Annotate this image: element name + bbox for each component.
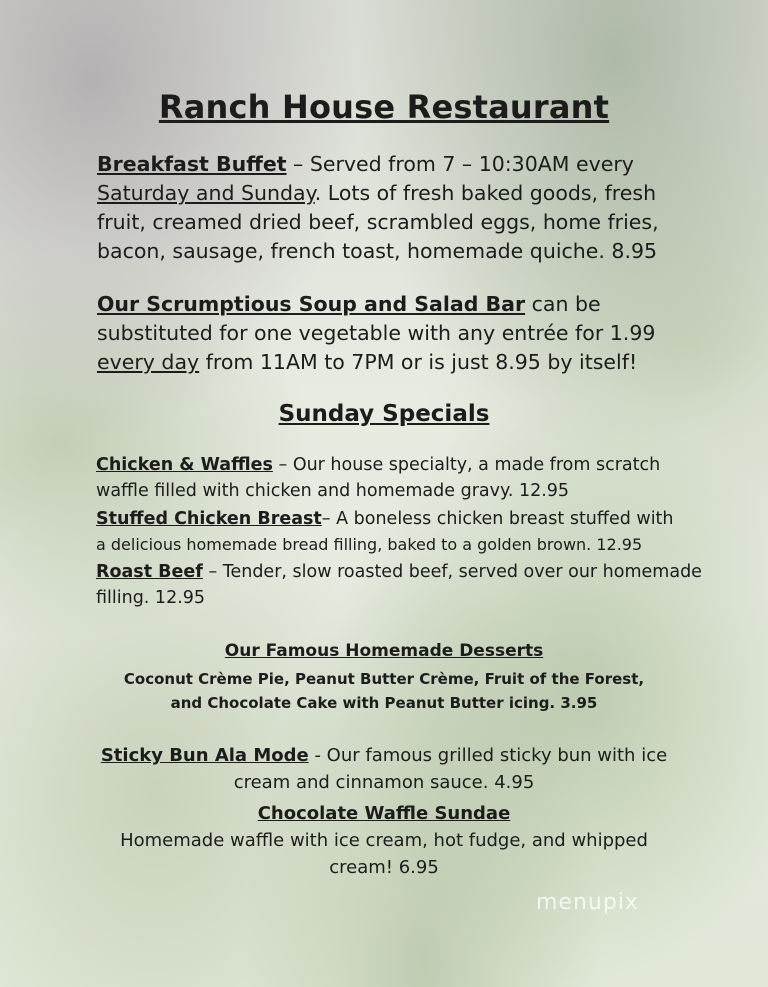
menu-item-stuffed-chicken-breast	[96, 506, 716, 558]
desserts-list	[0, 667, 768, 715]
soup-salad-hours: from 11AM to 7PM or is just 8.95 by itself!	[199, 350, 638, 374]
breakfast-buffet-hours: – Served from 7 – 10:30AM every	[286, 152, 634, 176]
menu-item-roast-beef	[96, 559, 716, 611]
menu-item-chicken-waffles	[96, 452, 716, 504]
waffle-sundae-line-2: cream! 6.95	[329, 857, 439, 878]
waffle-sundae-name: Chocolate Waffle Sundae	[257, 803, 511, 824]
restaurant-title: Ranch House Restaurant	[158, 88, 610, 126]
menupix-watermark: menupix	[536, 890, 639, 915]
sticky-bun-section	[0, 742, 768, 796]
desserts-heading: Our Famous Homemade Desserts	[224, 641, 544, 661]
soup-salad-description: can be substituted for one vegetable with any entrée for 1.99	[97, 292, 656, 345]
sticky-bun-name: Sticky Bun Ala Mode	[100, 745, 309, 766]
sunday-specials-heading: Sunday Specials	[278, 401, 490, 427]
breakfast-buffet-description: . Lots of fresh baked goods, fresh fruit, creamed dried beef, scrambled eggs, home fries, bacon, sausage, french toast, homemade quiche. 8.95	[97, 181, 659, 263]
item-description: – A boneless chicken breast stuffed with	[321, 509, 674, 529]
item-description-cont: a delicious homemade bread filling, baked to a golden brown. 12.95	[96, 535, 643, 554]
item-name: Chicken & Waffles	[96, 455, 273, 475]
breakfast-buffet-name: Breakfast Buffet	[97, 152, 287, 176]
item-name: Stuffed Chicken Breast	[96, 509, 322, 529]
item-name: Roast Beef	[96, 562, 203, 582]
soup-salad-name: Our Scrumptious Soup and Salad Bar	[97, 292, 526, 316]
soup-salad-every-day: every day	[97, 350, 200, 374]
breakfast-buffet-section	[97, 150, 707, 266]
sticky-bun-description-cont: cream and cinnamon sauce. 4.95	[233, 772, 535, 793]
sticky-bun-description: - Our famous grilled sticky bun with ice	[308, 745, 668, 766]
breakfast-buffet-days: Saturday and Sunday	[97, 181, 315, 205]
waffle-sundae-section	[0, 800, 768, 881]
soup-salad-section	[97, 290, 707, 377]
desserts-line-1: Coconut Crème Pie, Peanut Butter Crème, Fruit of the Forest,	[123, 670, 645, 688]
desserts-line-2: and Chocolate Cake with Peanut Butter icing. 3.95	[170, 694, 598, 712]
item-description: – Our house specialty, a made from scratch waffle filled with chicken and homemade gravy. 12.95	[96, 455, 661, 501]
waffle-sundae-line-1: Homemade waffle with ice cream, hot fudge, and whipped	[120, 830, 648, 851]
item-description: – Tender, slow roasted beef, served over our homemade filling. 12.95	[96, 562, 702, 608]
